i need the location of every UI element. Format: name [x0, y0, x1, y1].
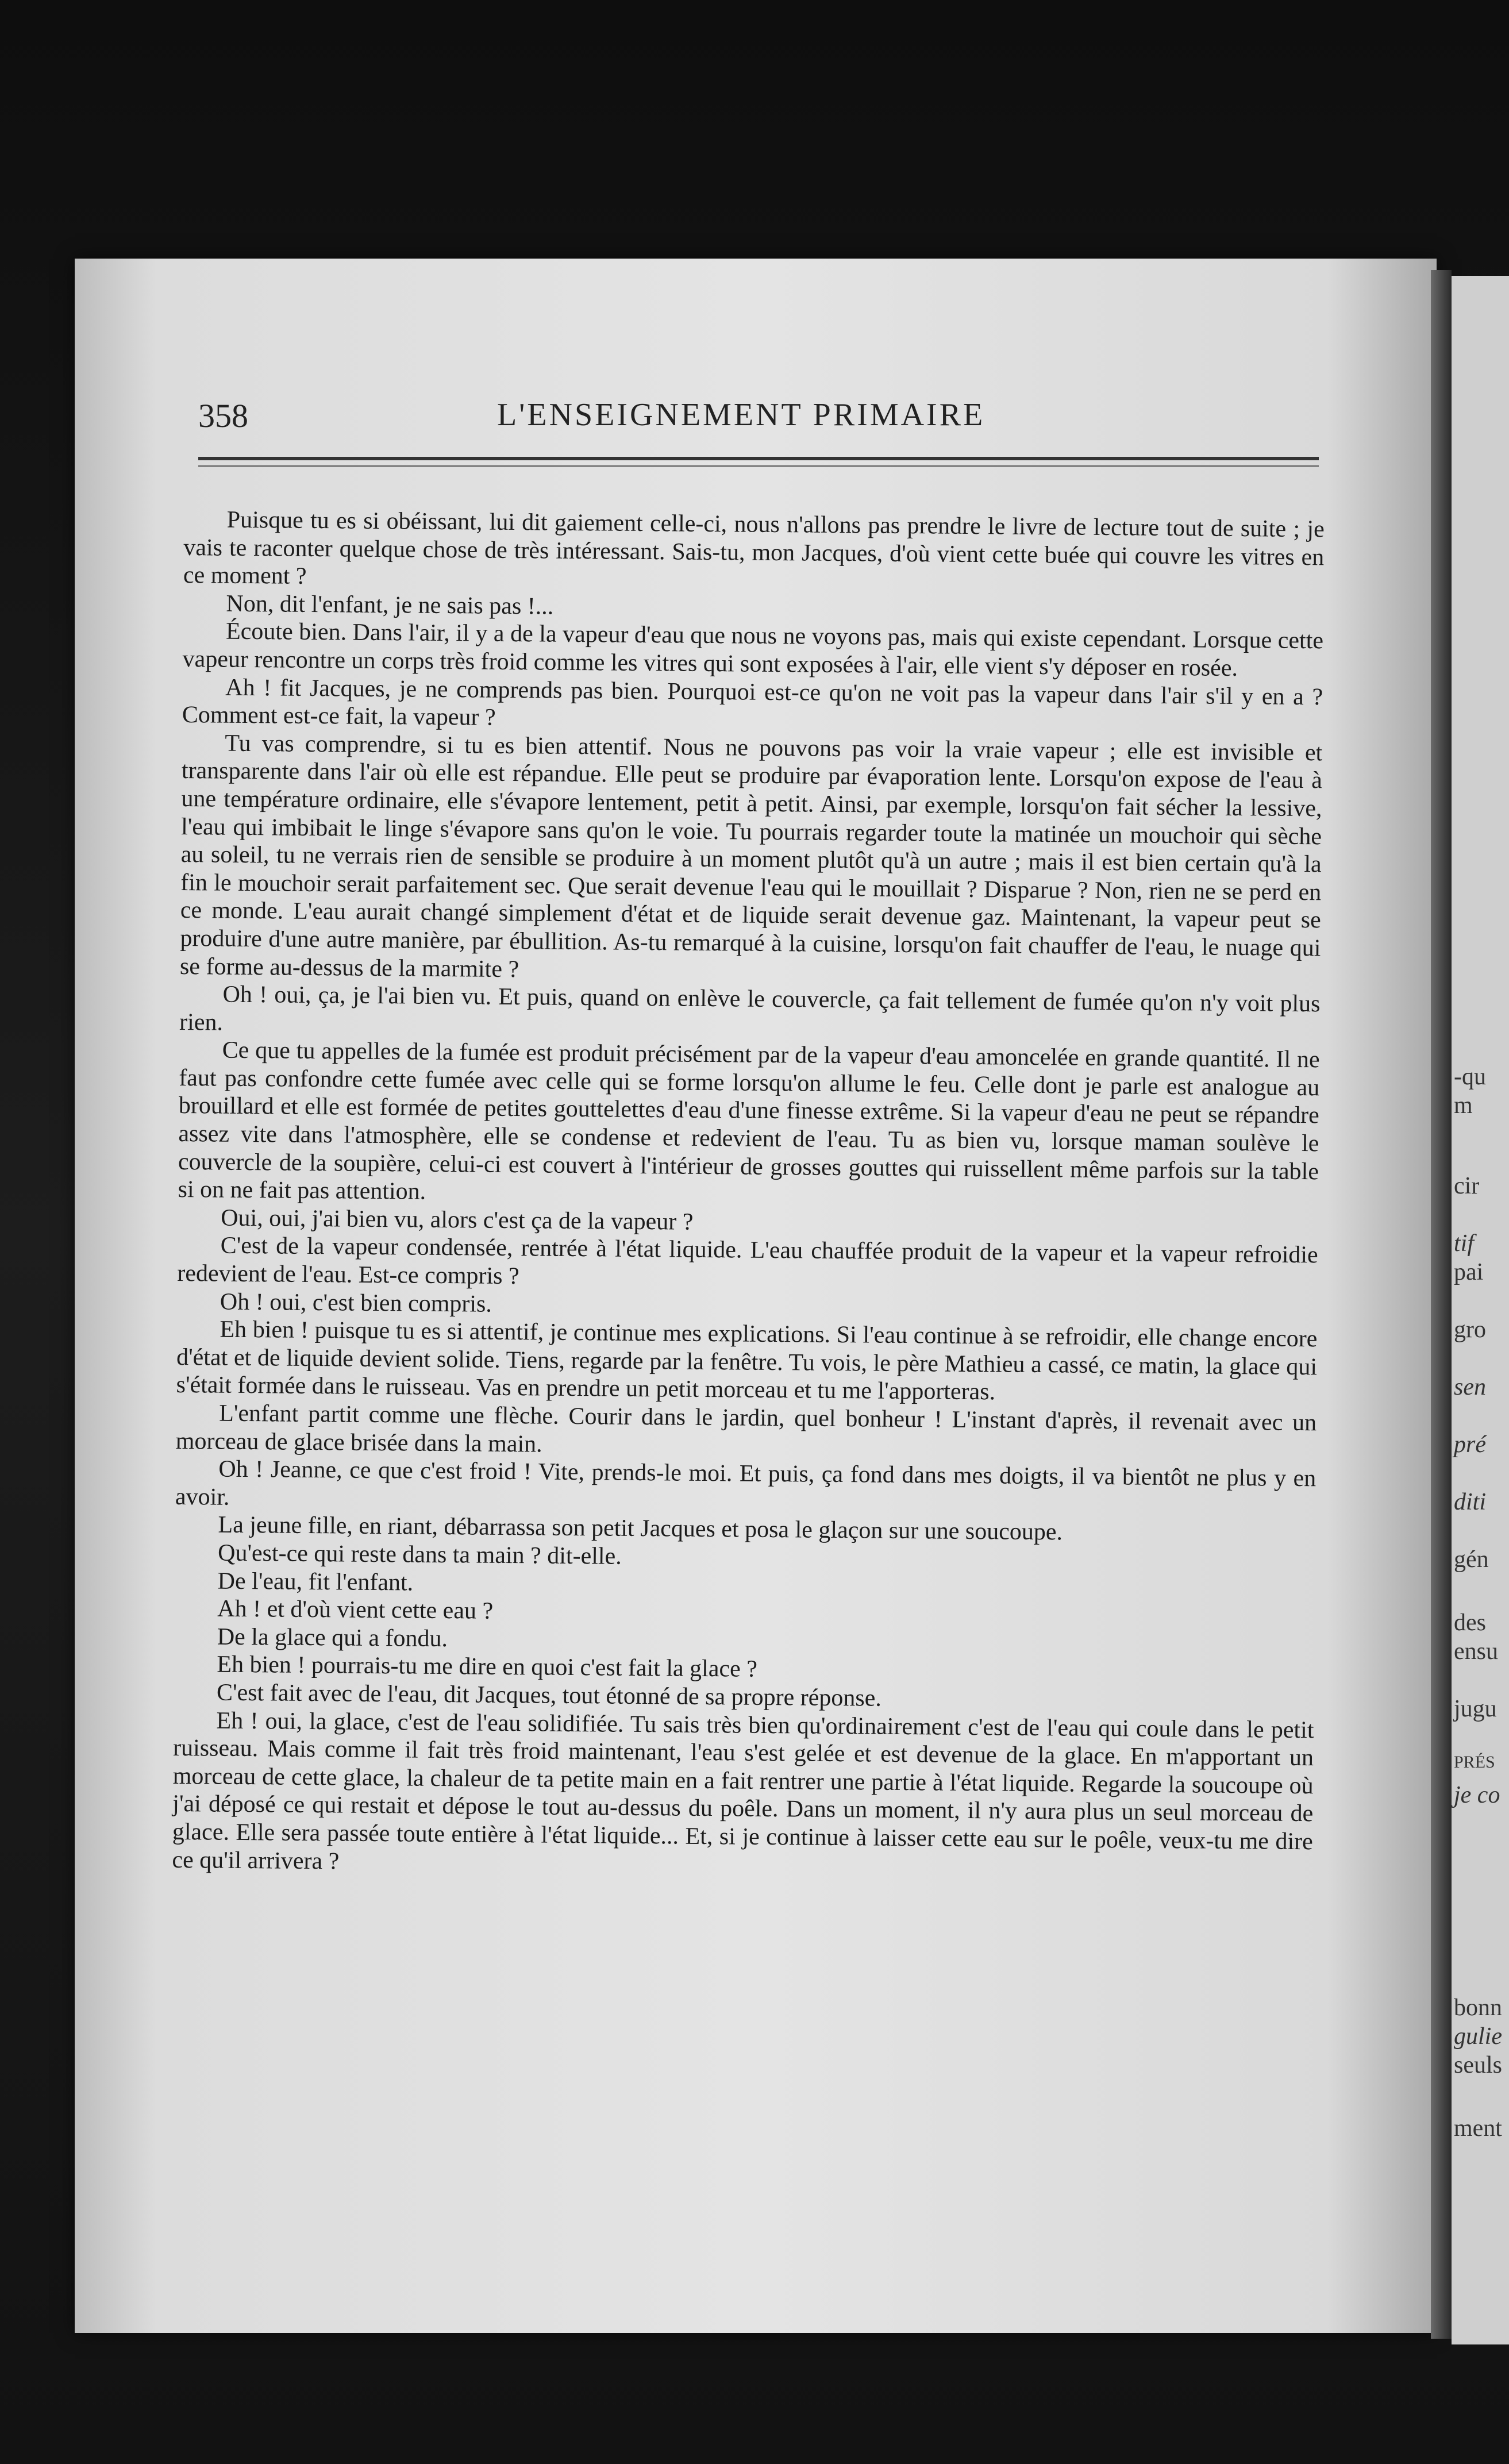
next-page-fragment: seuls — [1454, 2052, 1502, 2078]
paragraph: Non, dit l'enfant, je ne sais pas !... — [226, 590, 554, 620]
next-page-fragment: tif — [1454, 1230, 1475, 1257]
next-page-fragment: diti — [1454, 1489, 1487, 1515]
header-rule — [198, 457, 1319, 460]
paragraph: C'est fait avec de l'eau, dit Jacques, tout étonné de sa propre réponse. — [216, 1679, 882, 1712]
paragraph: Ah ! fit Jacques, je ne comprends pas bien. Pourquoi est-ce qu'on ne voit pas la vapeur dans l'air s'il y en a ? Comment est-ce fait, la vapeur ? — [182, 674, 1323, 731]
page-header — [198, 396, 1325, 437]
paragraph: Oui, oui, j'ai bien vu, alors c'est ça de la vapeur ? — [220, 1204, 694, 1235]
paragraph: Eh bien ! puisque tu es si attentif, je continue mes explications. Si l'eau continue à se refroidir, elle change encore d'état et de liquide devient solide. Tiens, regarde par la fenêtre. Tu vois, le père Mathieu a cassé, ce matin, la glace qui s'était formée dans le ruisseau. Vas en prendre un petit morceau et tu me l'apporteras. — [176, 1316, 1318, 1406]
next-page-fragment: je co — [1454, 1782, 1500, 1808]
paragraph: Eh ! oui, la glace, c'est de l'eau solidifiée. Tu sais très bien qu'ordinairement c'est de l'eau qui coule dans le petit ruisseau. Mais comme il fait très froid maintenant, l'eau s'est gelée et est devenue de la glace. En m'apportant un morceau de cette glace, la chaleur de ta petite main en a fait rentrer une partie à l'état liquide. Regarde la soucoupe où j'ai déposé ce qui restait et dépose le tout au-dessus du poêle. Dans un moment, il n'y aura plus un seul morceau de glace. Elle sera passée toute entière à l'état liquide... Et, si je continue à laisser cette eau sur le poêle, veux-tu me dire ce qu'il arrivera ? — [172, 1707, 1314, 1874]
next-page-fragment: des — [1454, 1610, 1486, 1636]
paragraph: C'est de la vapeur condensée, rentrée à l'état liquide. L'eau chauffée produit de la vapeur et la vapeur refroidie redevient de l'eau. Est-ce compris ? — [177, 1233, 1318, 1290]
paragraph: Oh ! Jeanne, ce que c'est froid ! Vite, prends-le moi. Et puis, ça fond dans mes doigts, il va bientôt ne plus y en avoir. — [175, 1456, 1316, 1511]
next-page-fragment: pré — [1454, 1431, 1486, 1458]
paragraph: De l'eau, fit l'enfant. — [217, 1568, 414, 1596]
paragraph: Puisque tu es si obéissant, lui dit gaiement celle-ci, nous n'allons pas prendre le livre de lecture tout de suite ; je vais te raconter quelque chose de très intéressant. Sais-tu, mon Jacques, d'où vient cette buée qui couvre les vitres en ce moment ? — [183, 506, 1325, 590]
next-page-fragment: ment — [1454, 2115, 1502, 2142]
next-page-fragment: cir — [1454, 1173, 1480, 1199]
running-title: L'ENSEIGNEMENT PRIMAIRE — [497, 397, 986, 433]
next-page-fragment: jugu — [1454, 1696, 1497, 1722]
next-page-fragment: gén — [1454, 1546, 1489, 1573]
paragraph: Ce que tu appelles de la fumée est produit précisément par de la vapeur d'eau amoncelée en grande quantité. Il ne faut pas confondre cette fumée avec celle qui se forme lorsqu'on allume le feu. Celle dont je parle est analogue au brouillard et elle est formée de petites gouttelettes d'eau d'une finesse extrême. Si la vapeur d'eau ne peut se répandre assez vite dans l'atmosphère, elle se condense et redevient de l'eau. Tu as bien vu, lorsque maman soulève le couvercle de la soupière, celui-ci est couvert à l'intérieur de grosses gouttes qui ruissellent même parfois sur la table si on ne fait pas attention. — [178, 1037, 1320, 1205]
paragraph: Eh bien ! pourrais-tu me dire en quoi c'est fait la glace ? — [217, 1651, 758, 1683]
next-page-fragment: sen — [1454, 1374, 1486, 1400]
paragraph: Ah ! et d'où vient cette eau ? — [217, 1595, 494, 1624]
paragraph: L'enfant partit comme une flèche. Courir dans le jardin, quel bonheur ! L'instant d'après, il revenait avec un morceau de glace brisée dans la main. — [175, 1400, 1317, 1458]
next-page-fragment: bonn — [1454, 1995, 1502, 2021]
adjacent-page-edge — [1452, 276, 1509, 2344]
paragraph: Oh ! oui, ça, je l'ai bien vu. Et puis, quand on enlève le couvercle, ça fait tellement de fumée qu'on n'y voit plus rien. — [179, 981, 1321, 1036]
next-page-fragment: -qu — [1454, 1064, 1486, 1090]
paragraph: Écoute bien. Dans l'air, il y a de la vapeur d'eau que nous ne voyons pas, mais qui existe cependant. Lorsque cette vapeur rencontre un corps très froid comme les vitres qui sont exposées à l'air, elle vient s'y déposer en rosée. — [182, 618, 1324, 682]
paragraph: La jeune fille, en riant, débarrassa son petit Jacques et posa le glaçon sur une soucoupe. — [218, 1511, 1063, 1546]
next-page-fragment: gro — [1454, 1316, 1486, 1343]
book-gutter — [1431, 270, 1452, 2339]
header-rule-thin — [198, 465, 1319, 467]
paragraph: Oh ! oui, c'est bien compris. — [220, 1288, 492, 1318]
paragraph: Qu'est-ce qui reste dans ta main ? dit-elle. — [217, 1539, 622, 1570]
next-page-fragment: m — [1454, 1092, 1473, 1119]
next-page-fragment: ensu — [1454, 1638, 1498, 1665]
next-page-fragment: gulie — [1454, 2023, 1502, 2050]
next-page-fragment: pai — [1454, 1259, 1484, 1285]
page-number: 358 — [198, 397, 248, 434]
paragraph: Tu vas comprendre, si tu es bien attentif. Nous ne pouvons pas voir la vraie vapeur ; elle est invisible et transparente dans l'air où elle est répandue. Elle peut se produire par évaporation lente. Lorsqu'on expose de l'eau à une température ordinaire, elle s'évapore lentement, petit à petit. Ainsi, par exemple, lorsqu'on fait sécher la lessive, l'eau qui imbibait le linge s'évapore sans qu'on le voie. Tu pourrais regarder toute la matinée un mouchoir qui sèche au soleil, tu ne verrais rien de sensible se produire à un moment plutôt qu'à un autre ; mais il est bien certain qu'à la fin le mouchoir serait parfaitement sec. Que serait devenue l'eau qui le mouillait ? Disparue ? Non, rien ne se perd en ce monde. L'eau aurait changé simplement d'état et de liquide serait devenue gaz. Maintenant, la vapeur peut se produire d'une autre manière, par ébullition. As-tu remarqué à la cuisine, lorsqu'on fait chauffer de l'eau, le nuage qui se forme au-dessus de la marmite ? — [179, 730, 1323, 983]
paragraph: De la glace qui a fondu. — [217, 1623, 448, 1652]
body-text — [172, 506, 1325, 1884]
next-page-fragment: PRÉS — [1454, 1753, 1495, 1772]
